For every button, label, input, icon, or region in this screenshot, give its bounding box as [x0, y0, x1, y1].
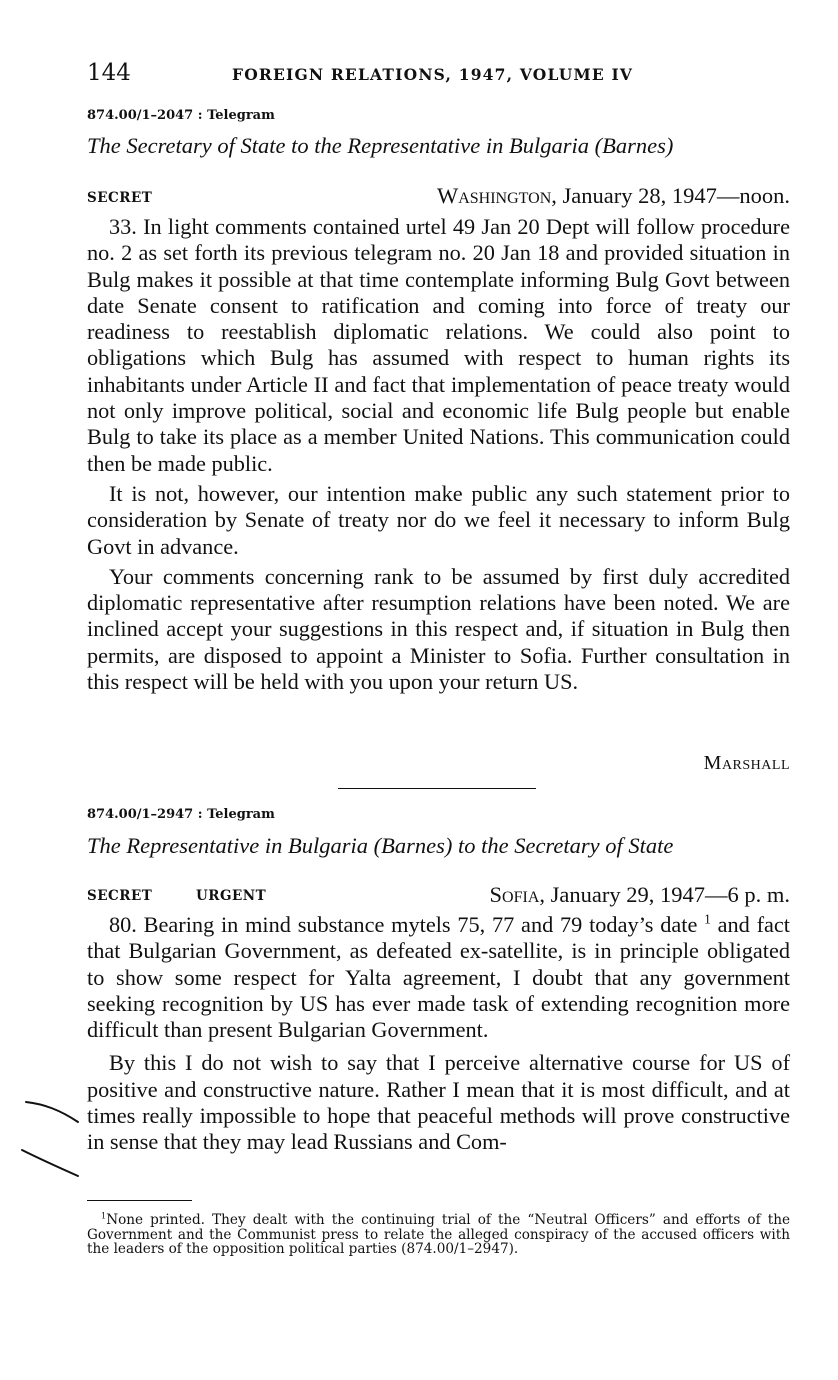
doc1-body	[87, 214, 790, 695]
doc2-dateline-date: , January 29, 1947—6 p. m.	[539, 882, 790, 907]
page-number: 144	[87, 60, 131, 86]
margin-marks	[20, 1094, 90, 1184]
doc2-paragraph-1	[87, 912, 790, 1043]
doc1-dateline-date: , January 28, 1947—noon.	[551, 183, 790, 208]
doc1-paragraph-2: It is not, however, our intention make public any such statement prior to consideration by Senate of treaty nor do we feel it necessary to inform Bulg Govt in advance.	[87, 480, 790, 559]
doc2-classification: SECRET	[87, 888, 153, 904]
doc1-classification: SECRET	[87, 190, 153, 206]
doc2-dateline-place: Sofia	[489, 882, 540, 907]
section-divider	[338, 788, 536, 789]
running-title: FOREIGN RELATIONS, 1947, VOLUME IV	[232, 65, 634, 84]
doc1-file-number: 874.00/1–2047 : Telegram	[87, 108, 275, 123]
footnote-text: None printed. They dealt with the continuing trial of the “Neutral Officers” and efforts of the Government and the Communist press to relate the alleged conspiracy of the accused officers with the leaders of the opposition political parties (874.00/1–2947).	[87, 1212, 790, 1258]
doc2-body	[87, 912, 790, 1156]
footnote-number: 1	[101, 1210, 107, 1221]
doc1-dateline	[437, 183, 790, 209]
doc1-paragraph-3: Your comments concerning rank to be assumed by first duly accredited diplomatic representative after resumption relations have been noted. We are inclined accept your suggestions in this respect and, if situation in Bulg then permits, are disposed to appoint a Minister to Sofia. Further consultation in this respect will be held with you upon your return US.	[87, 563, 790, 695]
doc1-paragraph-1: 33. In light comments contained urtel 49 Jan 20 Dept will follow procedure no. 2 as set forth its previous telegram no. 20 Jan 18 and provided situation in Bulg makes it possible at that time contemplate informing Bulg Govt between date Senate consent to ratification and coming into force of treaty our readiness to reestablish diplomatic relations. We could also point to obligations which Bulg has assumed with respect to human rights its inhabitants under Article II and fact that implementation of peace treaty would not only improve political, social and economic life Bulg people but enable Bulg to take its place as a member United Nations. This communication could then be made public.	[87, 214, 790, 476]
doc2-dateline	[490, 882, 790, 908]
margin-mark-lower	[22, 1150, 78, 1176]
doc1-dateline-place: Washington	[436, 183, 552, 208]
margin-mark-upper	[26, 1102, 78, 1122]
doc2-priority: URGENT	[196, 888, 267, 904]
doc1-signature: Marshall	[703, 752, 790, 774]
doc2-file-number: 874.00/1–2947 : Telegram	[87, 807, 275, 822]
doc1-title: The Secretary of State to the Representative in Bulgaria (Barnes)	[87, 133, 674, 158]
doc2-p1-text-b: and fact that Bulgarian Government, as defeated ex-satellite, is in principle obligated to show some respect for Yalta agreement, I doubt that any government seeking recognition by US has ever made task of extending recognition more difficult than present Bulgarian Government.	[87, 912, 790, 1043]
footnote-ref: 1	[704, 911, 711, 927]
footnote	[87, 1210, 790, 1258]
doc2-p1-text-a: 80. Bearing in mind substance mytels 75, 77 and 79 today’s date	[109, 912, 698, 937]
doc2-title: The Representative in Bulgaria (Barnes) to the Secretary of State	[87, 833, 674, 858]
footnote-rule	[87, 1200, 192, 1201]
doc2-paragraph-2: By this I do not wish to say that I perceive alternative course for US of positive and constructive nature. Rather I mean that it is most difficult, and at times really impossible to hope that peaceful methods will prove constructive in sense that they may lead Russians and Com-	[87, 1050, 790, 1155]
